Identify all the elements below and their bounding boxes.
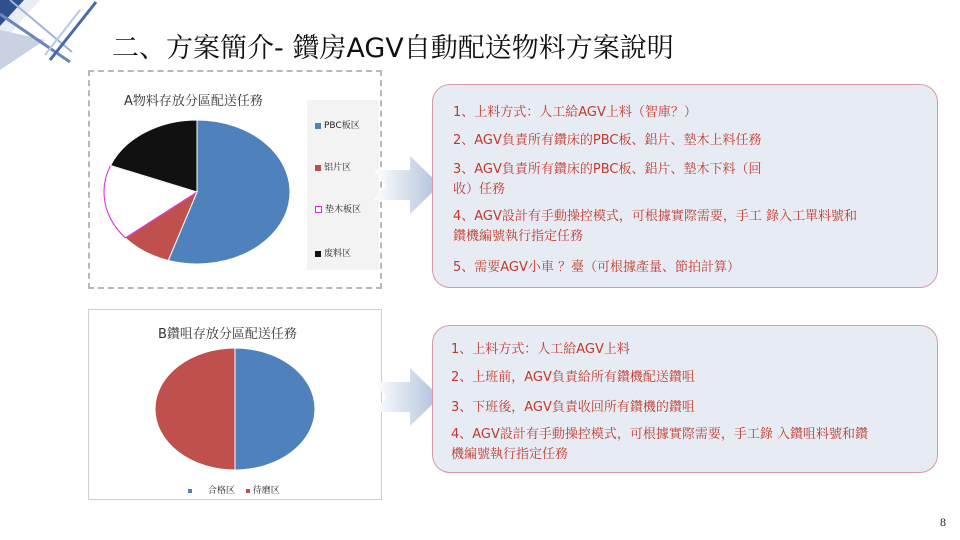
box-a-line: 鑽機編號執行指定任務 — [453, 229, 584, 244]
legend-a-item-pbc — [315, 118, 360, 131]
box-a-line: 4、AGV設計有手動操控模式，可根據實際需要，手工 錄入工單料號和 — [453, 209, 858, 224]
legend-a-item-waste — [315, 246, 351, 259]
legend-swatch — [315, 251, 321, 257]
box-a-line: 收）任務 — [453, 182, 506, 197]
chart-b-legend — [188, 483, 280, 496]
text-box-a — [432, 84, 938, 288]
chart-b-pie — [150, 346, 320, 472]
legend-a-item-wood — [315, 202, 361, 215]
pie-slice-待磨区 — [155, 348, 235, 470]
legend-swatch — [246, 489, 250, 493]
box-a-line: 5、需要AGV小車 ？臺（可根據產量、節拍計算） — [453, 260, 741, 275]
box-b-line: 1、上料方式：人工給AGV上料 — [451, 342, 630, 357]
pie-slice-合格区 — [235, 348, 315, 470]
legend-label: 待磨区 — [252, 486, 280, 496]
arrow-right-icon — [374, 368, 440, 426]
legend-label: PBC板区 — [324, 121, 360, 131]
box-a-line: 2、AGV負責所有鑽床的PBC板、鋁片、墊木上料任務 — [453, 133, 762, 148]
chart-a-pie — [100, 118, 300, 268]
box-b-line: 機編號執行指定任務 — [451, 447, 569, 462]
arrow-right-icon — [374, 156, 440, 214]
corner-logo — [0, 0, 100, 80]
legend-swatch — [188, 489, 192, 493]
text-box-b — [432, 325, 938, 473]
page-title: 二、方案簡介- 鑽房AGV自動配送物料方案說明 — [112, 33, 674, 64]
box-b-line: 3、下班後，AGV負責收回所有鑽機的鑽咀 — [451, 400, 695, 415]
legend-label: 铝片区 — [324, 163, 352, 173]
box-a-line: 3、AGV負責所有鑽床的PBC板、鋁片、墊木下料（回 — [453, 162, 762, 177]
legend-label: 废料区 — [324, 249, 352, 259]
chart-a-title: A物料存放分區配送任務 — [124, 94, 263, 109]
chart-b-title: B鑽咀存放分區配送任務 — [158, 327, 297, 342]
legend-a-item-aluminum — [315, 160, 351, 173]
box-b-line: 2、上班前，AGV負責給所有鑽機配送鑽咀 — [451, 370, 695, 385]
legend-label: 垫木板区 — [325, 205, 362, 215]
page-number: 8 — [940, 515, 946, 529]
legend-swatch — [315, 123, 321, 129]
legend-swatch — [315, 206, 322, 213]
chart-a-legend — [307, 100, 379, 270]
legend-swatch — [315, 165, 321, 171]
box-a-line: 1、上料方式：人工給AGV上料（智庫？） — [453, 105, 697, 120]
legend-label: 合格区 — [207, 486, 235, 496]
box-b-line: 4、AGV設計有手動操控模式，可根據實際需要，手工錄 入鑽咀料號和鑽 — [451, 427, 869, 442]
